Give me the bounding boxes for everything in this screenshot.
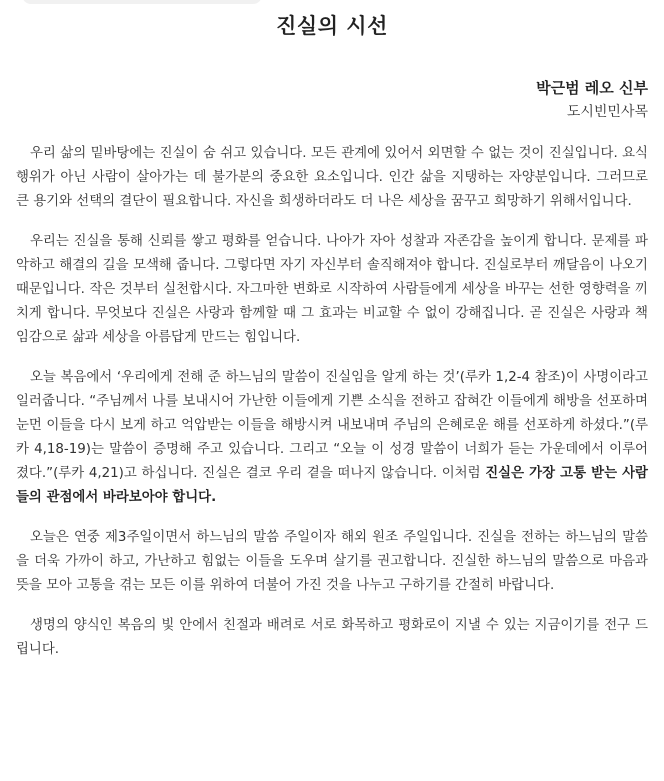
byline <box>536 76 648 124</box>
paragraph-4 <box>16 526 648 598</box>
author-affiliation: 도시빈민사목 <box>566 104 648 120</box>
paragraph-1-text: 우리 삶의 밑바탕에는 진실이 숨 쉬고 있습니다. 모든 관계에 있어서 외면할 수 없는 것이 진실입니다. 요식 행위가 아닌 사람이 살아가는 데 불가분의 중요한 요소입니다. 인간 삶을 지탱하는 자양분입니다. 그러므로 큰 용기와 선택의 결단이 필요합니다. 자신을 희생하더라도 더 나은 세상을 꿈꾸고 희망하기 위해서입니다. <box>16 146 648 209</box>
paragraph-3-emphasis: 진실은 가장 고통 받는 사람들의 관점에서 바라보아야 합니다. <box>16 466 648 505</box>
paragraph-2 <box>16 230 648 350</box>
paragraph-3 <box>16 366 648 510</box>
paragraph-1 <box>16 142 648 214</box>
paragraph-5-text: 생명의 양식인 복음의 빛 안에서 친절과 배려로 서로 화목하고 평화로이 지낼 수 있는 지금이기를 전구 드립니다. <box>16 618 648 657</box>
paragraph-3-text: 오늘 복음에서 ‘우리에게 전해 준 하느님의 말씀이 진실임을 알게 하는 것’(루카 1,2-4 참조)이 사명이라고 일러줍니다. “주님께서 나를 보내시어 가난한 이들에게 기쁜 소식을 전하고 잡혀간 이들에게 해방을 선포하며 눈먼 이들을 다시 보게 하고 억압받는 이들을 해방시켜 내보내며 주님의 은혜로운 해를 선포하게 하셨다.”(루카 4,18-19)는 말씀이 증명해 주고 있습니다. 그리고 “오늘 이 성경 말씀이 너희가 듣는 가운데에서 이루어졌다.”(루카 4,21)고 하십니다. 진실은 결코 우리 곁을 떠나지 않습니다. 이처럼 <box>16 370 648 481</box>
paragraph-4-text: 오늘은 연중 제3주일이면서 하느님의 말씀 주일이자 해외 원조 주일입니다. 진실을 전하는 하느님의 말씀을 더욱 가까이 하고, 가난하고 힘없는 이들을 도우며 살기를 권고합니다. 진실한 하느님의 말씀으로 마음과 뜻을 모아 고통을 겪는 모든 이를 위하여 더불어 가진 것을 나누고 구하기를 간절히 바랍니다. <box>16 530 648 593</box>
article-title: 진실의 시선 <box>276 14 388 38</box>
paragraph-2-text: 우리는 진실을 통해 신뢰를 쌓고 평화를 얻습니다. 나아가 자아 성찰과 자존감을 높이게 합니다. 문제를 파악하고 해결의 길을 모색해 줍니다. 그렇다면 자기 자신부터 솔직해져야 합니다. 진실로부터 깨달음이 나오기 때문입니다. 작은 것부터 실천합시다. 자그마한 변화로 시작하여 사람들에게 세상을 바꾸는 선한 영향력을 끼치게 합니다. 무엇보다 진실은 사랑과 함께할 때 그 효과는 비교할 수 없이 강해집니다. 곧 진실은 사랑과 책임감으로 삶과 세상을 아름답게 만드는 힘입니다. <box>16 234 648 345</box>
top-search-bar-edge <box>22 0 262 4</box>
paragraph-5 <box>16 614 648 662</box>
author-name: 박근범 레오 신부 <box>536 79 648 97</box>
article-body <box>16 142 648 678</box>
